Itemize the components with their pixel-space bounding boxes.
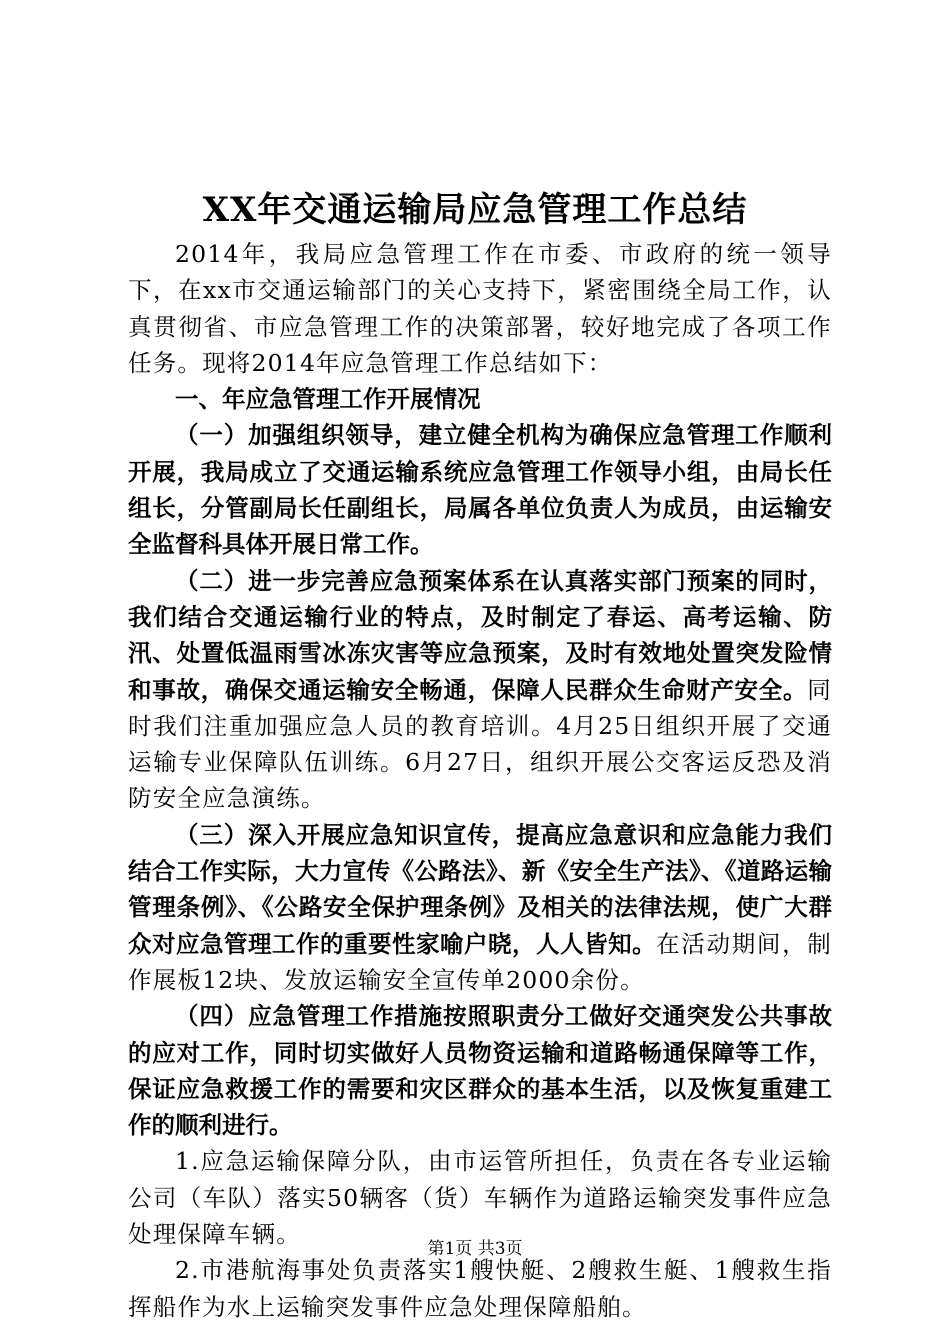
item-four-paragraph	[128, 998, 832, 1143]
paragraph-text: 2.市港航海事处负责落实1艘快艇、2艘救生艇、1艘救生指挥船作为水上运输突发事件应急处理保障船舶。	[128, 1256, 832, 1321]
document-title: XX年交通运输局应急管理工作总结	[202, 190, 748, 230]
section-heading	[128, 381, 832, 417]
paragraph-text: 2014年，我局应急管理工作在市委、市政府的统一领导下，在xx市交通运输部门的关心支持下，紧密围绕全局工作，认真贯彻省、市应急管理工作的决策部署，较好地完成了各项工作任务。现将2014年应急管理工作总结如下：	[128, 240, 832, 377]
page-footer	[0, 1237, 950, 1261]
paragraph-text: 1.应急运输保障分队，由市运管所担任，负责在各专业运输公司（车队）落实50辆客（货）车辆作为道路运输突发事件应急处理保障车辆。	[128, 1147, 832, 1249]
paragraph-text: （三）深入开展应急知识宣传，提高应急意识和应急能力我们结合工作实际，大力宣传《公路法》、新《安全生产法》、《道路运输管理条例》、《公路安全保护理条例》及相关的法律法规，使广大群众对应急管理工作的重要性家喻户晓，人人皆知。	[128, 820, 832, 958]
heading-text: 一、年应急管理工作开展情况	[175, 385, 481, 414]
numbered-item-2	[128, 1252, 832, 1325]
numbered-item-1	[128, 1143, 832, 1252]
paragraph-tail: 在活动期间，制作展板12块、发放运输安全宣传单2000余份。	[128, 929, 832, 994]
item-two-paragraph	[128, 563, 832, 817]
document-body	[128, 236, 832, 1325]
item-three-paragraph	[128, 817, 832, 998]
page-number-label: 第1页 共3页	[427, 1239, 523, 1259]
paragraph-text: （四）应急管理工作措施按照职责分工做好交通突发公共事故的应对工作，同时切实做好人员物资运输和道路畅通保障等工作，保证应急救援工作的需要和灾区群众的基本生活，以及恢复重建工作的顺利进行。	[128, 1002, 832, 1140]
item-one-paragraph	[128, 417, 832, 562]
paragraph-tail: 同时我们注重加强应急人员的教育培训。4月25日组织开展了交通运输专业保障队伍训练。6月27日，组织开展公交客运反恐及消防安全应急演练。	[128, 675, 832, 813]
paragraph-text: （二）进一步完善应急预案体系在认真落实部门预案的同时，我们结合交通运输行业的特点，及时制定了春运、高考运输、防汛、处置低温雨雪冰冻灾害等应急预案，及时有效地处置突发险情和事故，确保交通运输安全畅通，保障人民群众生命财产安全。	[128, 566, 832, 704]
intro-paragraph	[128, 236, 832, 381]
paragraph-text: （一）加强组织领导，建立健全机构为确保应急管理工作顺利开展，我局成立了交通运输系统应急管理工作领导小组，由局长任组长，分管副局长任副组长，局属各单位负责人为成员，由运输安全监督科具体开展日常工作。	[128, 421, 832, 559]
